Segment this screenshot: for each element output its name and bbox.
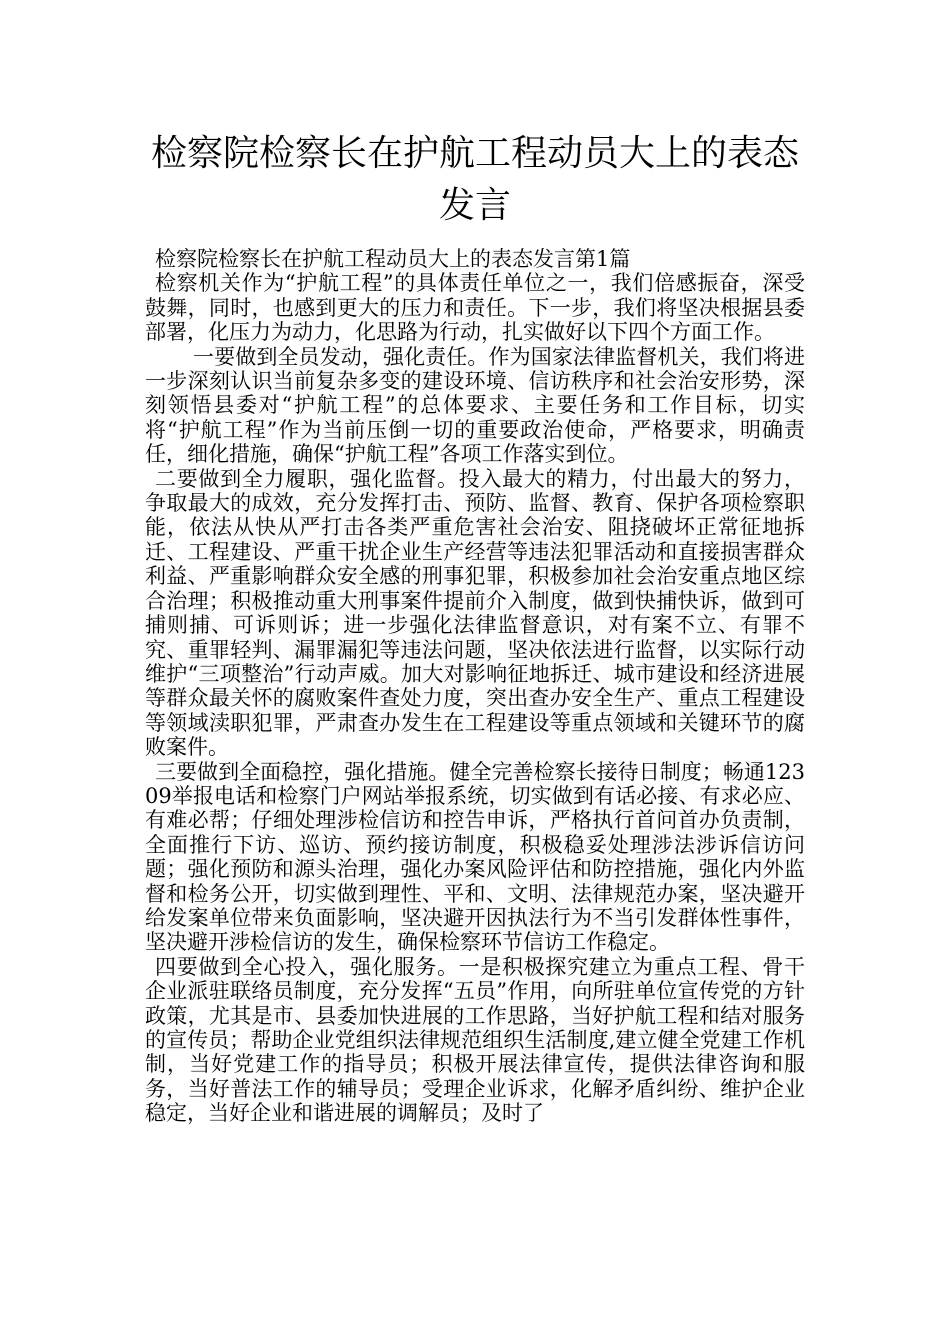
paragraph-point-two: 二要做到全力履职，强化监督。投入最大的精力，付出最大的努力，争取最大的成效，充分发挥打击、预防、监督、教育、保护各项检察职能，依法从快从严打击各类严重危害社会治安、阻挠破坏正常征地拆迁、工程建设、严重干扰企业生产经营等违法犯罪活动和直接损害群众利益、严重影响群众安全感的刑事犯罪，积极参加社会治安重点地区综合治理；积极推动重大刑事案件提前介入制度，做到快捕快诉，做到可捕则捕、可诉则诉；进一步强化法律监督意识，对有案不立、有罪不究、重罪轻判、漏罪漏犯等违法问题，坚决依法进行监督，以实际行动维护“三项整治”行动声威。加大对影响征地拆迁、城市建设和经济进展等群众最关怀的腐败案件查处力度，突出查办安全生产、重点工程建设等领域渎职犯罪，严肃查办发生在工程建设等重点领域和关键环节的腐败案件。 — [145, 466, 805, 760]
document-body — [145, 247, 805, 1126]
paragraph-point-three: 三要做到全面稳控，强化措施。健全完善检察长接待日制度；畅通12309举报电话和检察门户网站举报系统，切实做到有话必接、有求必应、有难必帮；仔细处理涉检信访和控告申诉，严格执行首问首办负责制，全面推行下访、巡访、预约接访制度，积极稳妥处理涉法涉诉信访问题；强化预防和源头治理，强化办案风险评估和防控措施，强化内外监督和检务公开，切实做到理性、平和、文明、法律规范办案，坚决避开给发案单位带来负面影响，坚决避开因执法行为不当引发群体性事件，坚决避开涉检信访的发生，确保检察环节信访工作稳定。 — [145, 759, 805, 955]
section-heading: 检察院检察长在护航工程动员大上的表态发言第1篇 — [155, 247, 631, 271]
paragraph-point-four: 四要做到全心投入，强化服务。一是积极探究建立为重点工程、骨干企业派驻联络员制度，充分发挥“五员”作用，向所驻单位宣传党的方针政策，尤其是市、县委加快进展的工作思路，当好护航工程和结对服务的宣传员；帮助企业党组织法律规范组织生活制度,建立健全党建工作机制，当好党建工作的指导员；积极开展法律宣传，提供法律咨询和服务，当好普法工作的辅导员；受理企业诉求，化解矛盾纠纷、维护企业稳定，当好企业和谐进展的调解员；及时了 — [145, 954, 805, 1126]
paragraph-point-one: 一要做到全员发动，强化责任。作为国家法律监督机关，我们将进一步深刻认识当前复杂多变的建设环境、信访秩序和社会治安形势，深刻领悟县委对“护航工程”的总体要求、主要任务和工作目标，切实将“护航工程”作为当前压倒一切的重要政治使命，严格要求，明确责任，细化措施，确保“护航工程”各项工作落实到位。 — [145, 344, 805, 467]
paragraph-intro: 检察机关作为“护航工程”的具体责任单位之一，我们倍感振奋，深受鼓舞，同时，也感到更大的压力和责任。下一步，我们将坚决根据县委部署，化压力为动力，化思路为行动，扎实做好以下四个方面工作。 — [145, 271, 805, 345]
document-title: 检察院检察长在护航工程动员大上的表态发言 — [150, 133, 799, 226]
